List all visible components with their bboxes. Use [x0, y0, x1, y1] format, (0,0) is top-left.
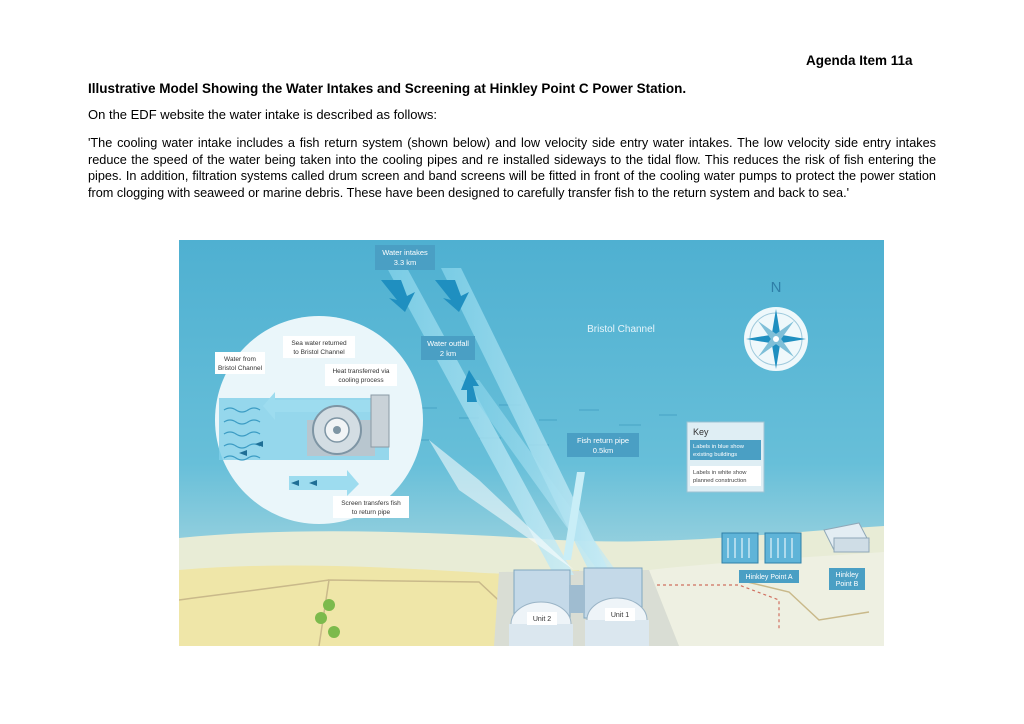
intakes-label-line2: 3.3 km — [393, 258, 417, 267]
outfall-label — [421, 336, 475, 360]
agenda-item-label: Agenda Item 11a — [806, 53, 913, 68]
hpb-text-line2: Point B — [835, 581, 859, 588]
sea-label: Bristol Channel — [587, 324, 655, 335]
returned-line2: to Bristol Channel — [293, 349, 345, 356]
hpa-text: Hinkley Point A — [745, 574, 793, 581]
fish-pipe-label — [567, 433, 639, 457]
unit2-text: Unit 2 — [532, 616, 552, 623]
inset-label-water-from — [215, 352, 265, 374]
key-blue-line2: existing buildings — [693, 452, 738, 458]
inset-label-screen — [333, 496, 409, 518]
fish-pipe-label-line2: 0.5km — [592, 446, 614, 455]
quote-paragraph: 'The cooling water intake includes a fish return system (shown below) and low velocity side entry water intakes. The low velocity side entry intakes reduce the speed of the water being taken into the cooling pipes and re installed sideways to the tidal flow. This reduces the risk of fish entering the pipes. In addition, filtration systems called drum screen and band screens will be fitted in front of the cooling water pumps to protect the power station from clogging with seaweed or marine debris. These have been designed to carefully transfer fish to the return system and back to sea.' — [88, 136, 936, 200]
unit1-text: Unit 1 — [610, 612, 630, 619]
key-title: Key — [693, 427, 709, 437]
unit2-label — [527, 612, 557, 625]
intakes-label — [375, 245, 435, 270]
hinkley-point-a-label — [739, 570, 799, 583]
unit1-label — [605, 608, 635, 621]
key-white-line2: planned construction — [693, 478, 747, 484]
water-from-line2: Bristol Channel — [217, 365, 263, 372]
intakes-label-line1: Water intakes — [382, 248, 428, 257]
hinkley-point-b-label — [829, 568, 865, 590]
map-key — [687, 422, 764, 492]
intro-paragraph: On the EDF website the water intake is described as follows: — [88, 107, 437, 122]
document-title: Illustrative Model Showing the Water Intakes and Screening at Hinkley Point C Power Station. — [88, 81, 687, 96]
fish-pipe-label-line1: Fish return pipe — [576, 436, 630, 445]
heat-line2: cooling process — [338, 377, 384, 384]
key-white-line1: Labels in white show — [693, 470, 747, 476]
returned-line1: Sea water returned — [291, 340, 347, 347]
inset-label-returned — [283, 336, 355, 358]
screen-line2: to return pipe — [351, 509, 391, 516]
outfall-label-line2: 2 km — [439, 349, 457, 358]
hpb-text-line1: Hinkley — [835, 572, 859, 579]
compass-rose — [744, 307, 808, 371]
water-intake-illustration — [179, 240, 884, 646]
screen-line1: Screen transfers fish — [341, 500, 401, 507]
compass-north: N — [770, 279, 782, 296]
heat-line1: Heat transferred via — [332, 368, 390, 375]
water-from-line1: Water from — [224, 356, 256, 363]
key-blue-line1: Labels in blue show — [693, 444, 744, 450]
outfall-label-line1: Water outfall — [427, 339, 469, 348]
inset-label-heat — [325, 364, 397, 386]
